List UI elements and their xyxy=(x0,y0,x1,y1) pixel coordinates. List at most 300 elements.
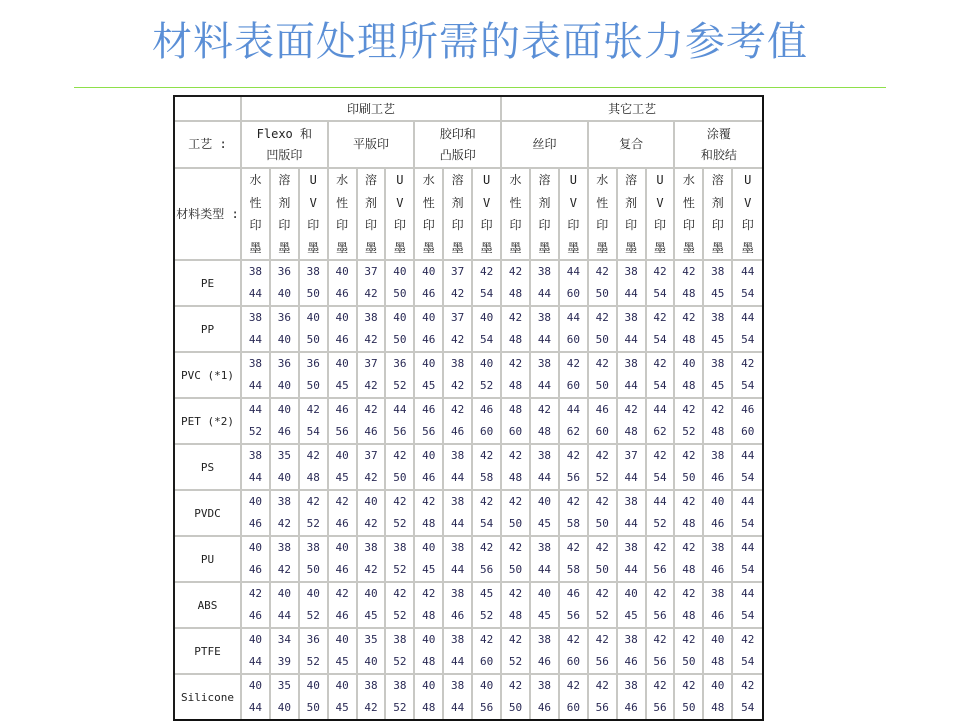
tension-max: 48 xyxy=(711,425,725,438)
ink-type-char: 墨 xyxy=(654,240,667,255)
tension-min: 42 xyxy=(682,403,696,416)
tension-min: 42 xyxy=(653,311,667,324)
table-row xyxy=(175,353,762,399)
group-header: 印刷工艺 xyxy=(242,97,502,122)
tension-max: 52 xyxy=(479,609,494,622)
ink-type-char: 水 xyxy=(249,173,262,187)
tension-max: 54 xyxy=(741,609,755,622)
tension-range-cell xyxy=(704,445,733,491)
tension-max: 48 xyxy=(422,517,436,530)
tension-max: 50 xyxy=(393,287,407,300)
tension-range-cell xyxy=(589,675,618,719)
tension-max: 45 xyxy=(711,333,725,346)
tension-min: 42 xyxy=(595,449,609,462)
tension-range-cell xyxy=(329,353,358,399)
tension-min: 42 xyxy=(306,495,320,508)
tension-min: 38 xyxy=(306,541,320,554)
tension-min: 38 xyxy=(711,357,725,370)
tension-min: 40 xyxy=(248,679,263,692)
tension-range-cell xyxy=(444,445,473,491)
tension-max: 50 xyxy=(508,701,523,714)
tension-max: 48 xyxy=(624,425,638,438)
tension-range-cell xyxy=(531,445,560,491)
tension-range-cell xyxy=(502,629,531,675)
tension-max: 45 xyxy=(711,287,725,300)
tension-range-cell xyxy=(733,445,762,491)
tension-max: 40 xyxy=(277,333,291,346)
tension-max: 42 xyxy=(451,287,465,300)
tension-range-cell xyxy=(444,353,473,399)
tension-max: 56 xyxy=(479,563,494,576)
tension-max: 52 xyxy=(248,425,263,438)
tension-range-cell xyxy=(733,675,762,719)
tension-range-cell xyxy=(242,675,271,719)
tension-min: 38 xyxy=(624,311,638,324)
tension-min: 40 xyxy=(364,495,378,508)
tension-range-cell xyxy=(358,261,387,307)
tension-max: 48 xyxy=(682,379,696,392)
ink-type-header xyxy=(415,169,444,261)
tension-max: 48 xyxy=(711,655,725,668)
tension-min: 38 xyxy=(364,679,378,692)
tension-range-cell xyxy=(531,537,560,583)
tension-range-cell xyxy=(589,583,618,629)
tension-range-cell xyxy=(647,491,676,537)
tension-max: 50 xyxy=(508,517,523,530)
table-row xyxy=(175,629,762,675)
tension-min: 42 xyxy=(335,587,349,600)
ink-type-header xyxy=(502,169,531,261)
tension-range-cell xyxy=(386,537,415,583)
tension-range-cell xyxy=(618,491,647,537)
ink-type-char: 剂 xyxy=(625,195,638,210)
tension-min: 38 xyxy=(248,449,263,462)
tension-min: 40 xyxy=(422,265,436,278)
tension-min: 37 xyxy=(364,265,378,278)
table-row xyxy=(175,675,762,719)
tension-range-cell xyxy=(473,261,502,307)
ink-type-char: 水 xyxy=(509,173,522,187)
tension-min: 42 xyxy=(306,403,320,416)
ink-type-char: U xyxy=(569,173,577,187)
tension-max: 46 xyxy=(711,471,725,484)
ink-type-char: U xyxy=(396,173,404,187)
tension-min: 42 xyxy=(711,403,725,416)
tension-range-cell xyxy=(386,629,415,675)
tension-min: 40 xyxy=(277,587,291,600)
tension-max: 48 xyxy=(682,333,696,346)
tension-range-cell xyxy=(386,491,415,537)
tension-min: 38 xyxy=(248,357,263,370)
tension-min: 46 xyxy=(422,403,436,416)
tension-max: 42 xyxy=(451,333,465,346)
tension-min: 38 xyxy=(364,311,378,324)
tension-min: 40 xyxy=(335,357,349,370)
tension-min: 38 xyxy=(451,587,465,600)
tension-max: 46 xyxy=(624,701,638,714)
tension-min: 42 xyxy=(508,541,523,554)
tension-min: 42 xyxy=(595,679,609,692)
tension-max: 50 xyxy=(306,287,320,300)
tension-max: 50 xyxy=(508,563,523,576)
tension-max: 44 xyxy=(624,379,638,392)
tension-range-cell xyxy=(271,353,300,399)
tension-range-cell xyxy=(473,537,502,583)
tension-max: 42 xyxy=(364,701,378,714)
tension-min: 37 xyxy=(364,449,378,462)
tension-range-cell xyxy=(358,353,387,399)
tension-min: 40 xyxy=(335,541,349,554)
ink-type-char: 墨 xyxy=(249,240,262,255)
table-row xyxy=(175,399,762,445)
tension-min: 42 xyxy=(595,357,609,370)
tension-min: 40 xyxy=(364,587,378,600)
ink-type-char: 印 xyxy=(682,218,695,232)
tension-max: 50 xyxy=(595,333,609,346)
tension-max: 42 xyxy=(364,287,378,300)
tension-min: 42 xyxy=(479,541,494,554)
tension-range-cell xyxy=(618,629,647,675)
tension-range-cell xyxy=(300,491,329,537)
tension-min: 40 xyxy=(537,587,552,600)
tension-range-cell xyxy=(675,307,704,353)
tension-max: 52 xyxy=(306,655,320,668)
tension-max: 56 xyxy=(653,563,667,576)
process-header xyxy=(415,122,502,169)
tension-min: 40 xyxy=(422,633,436,646)
tension-range-cell xyxy=(358,629,387,675)
process-header-row xyxy=(175,122,762,169)
tension-min: 44 xyxy=(566,265,580,278)
tension-min: 42 xyxy=(537,403,552,416)
tension-range-cell xyxy=(329,629,358,675)
tension-max: 40 xyxy=(364,655,378,668)
tension-min: 42 xyxy=(595,311,609,324)
tension-min: 37 xyxy=(451,265,465,278)
tension-min: 42 xyxy=(653,587,667,600)
tension-range-cell xyxy=(560,629,589,675)
tension-range-cell xyxy=(531,399,560,445)
tension-min: 35 xyxy=(277,679,291,692)
tension-range-cell xyxy=(675,353,704,399)
tension-min: 42 xyxy=(422,495,436,508)
tension-range-cell xyxy=(560,537,589,583)
tension-max: 45 xyxy=(422,379,436,392)
tension-min: 38 xyxy=(624,357,638,370)
tension-max: 54 xyxy=(741,287,755,300)
tension-range-cell xyxy=(675,261,704,307)
tension-range-cell xyxy=(329,399,358,445)
tension-max: 52 xyxy=(393,609,407,622)
tension-range-cell xyxy=(675,399,704,445)
tension-range-cell xyxy=(386,675,415,719)
tension-min: 42 xyxy=(306,449,320,462)
process-header xyxy=(329,122,416,169)
tension-range-cell xyxy=(560,307,589,353)
tension-range-cell xyxy=(415,537,444,583)
tension-max: 45 xyxy=(711,379,725,392)
tension-max: 54 xyxy=(741,333,755,346)
tension-range-cell xyxy=(704,399,733,445)
tension-max: 44 xyxy=(537,379,552,392)
tension-max: 54 xyxy=(479,517,494,530)
material-name: PVDC xyxy=(175,491,242,537)
ink-type-char: 性 xyxy=(336,195,349,210)
ink-type-header xyxy=(531,169,560,261)
tension-max: 42 xyxy=(277,517,291,530)
process-header xyxy=(502,122,589,169)
tension-range-cell xyxy=(271,675,300,719)
tension-range-cell xyxy=(647,399,676,445)
ink-type-char: 印 xyxy=(625,218,638,232)
tension-range-cell xyxy=(531,675,560,719)
tension-max: 42 xyxy=(364,517,378,530)
tension-range-cell xyxy=(733,537,762,583)
tension-range-cell xyxy=(242,537,271,583)
tension-max: 46 xyxy=(335,333,349,346)
tension-range-cell xyxy=(733,491,762,537)
tension-min: 38 xyxy=(451,495,465,508)
process-label-line1: 丝印 xyxy=(532,137,557,151)
tension-max: 60 xyxy=(595,425,609,438)
tension-max: 46 xyxy=(277,425,291,438)
ink-type-char: 墨 xyxy=(509,240,522,255)
ink-type-char: 墨 xyxy=(278,240,291,255)
ink-type-char: U xyxy=(483,173,491,187)
tension-range-cell xyxy=(502,353,531,399)
ink-type-char: 墨 xyxy=(451,240,464,255)
tension-max: 45 xyxy=(335,655,349,668)
tension-range-cell xyxy=(444,261,473,307)
tension-range-cell xyxy=(358,537,387,583)
process-header xyxy=(675,122,762,169)
ink-type-char: V xyxy=(656,195,664,210)
tension-min: 42 xyxy=(479,265,494,278)
tension-max: 52 xyxy=(393,517,407,530)
tension-min: 42 xyxy=(682,541,696,554)
tension-min: 42 xyxy=(595,265,609,278)
tension-min: 42 xyxy=(595,495,609,508)
tension-range-cell xyxy=(502,307,531,353)
tension-max: 50 xyxy=(306,563,320,576)
tension-max: 46 xyxy=(335,609,349,622)
tension-max: 42 xyxy=(364,379,378,392)
tension-range-cell xyxy=(415,675,444,719)
tension-min: 36 xyxy=(277,265,291,278)
tension-max: 54 xyxy=(306,425,320,438)
tension-min: 48 xyxy=(508,403,523,416)
tension-range-cell xyxy=(329,583,358,629)
tension-min: 44 xyxy=(741,449,755,462)
tension-range-cell xyxy=(618,353,647,399)
tension-min: 42 xyxy=(741,679,755,692)
tension-range-cell xyxy=(704,491,733,537)
tension-range-cell xyxy=(300,307,329,353)
tension-min: 40 xyxy=(422,357,436,370)
tension-min: 44 xyxy=(741,265,755,278)
tension-range-cell xyxy=(329,445,358,491)
tension-max: 39 xyxy=(277,655,291,668)
tension-range-cell xyxy=(473,399,502,445)
tension-range-cell xyxy=(502,675,531,719)
tension-max: 52 xyxy=(306,609,320,622)
tension-max: 46 xyxy=(248,563,263,576)
tension-min: 42 xyxy=(566,541,580,554)
ink-type-header xyxy=(300,169,329,261)
tension-min: 42 xyxy=(653,357,667,370)
tension-max: 44 xyxy=(624,333,638,346)
tension-min: 38 xyxy=(451,541,465,554)
tension-range-cell xyxy=(733,399,762,445)
tension-min: 42 xyxy=(682,495,696,508)
tension-max: 50 xyxy=(682,701,696,714)
ink-type-char: V xyxy=(744,195,752,210)
tension-max: 54 xyxy=(479,333,494,346)
ink-type-char: 印 xyxy=(596,218,609,232)
ink-type-char: 墨 xyxy=(596,240,609,255)
tension-max: 52 xyxy=(306,517,320,530)
tension-range-cell xyxy=(704,583,733,629)
tension-range-cell xyxy=(733,261,762,307)
ink-type-char: 墨 xyxy=(538,240,551,255)
process-row-label: 工艺 : xyxy=(175,122,242,169)
tension-min: 40 xyxy=(711,679,725,692)
tension-max: 44 xyxy=(624,517,638,530)
tension-min: 42 xyxy=(508,587,523,600)
ink-type-char: 溶 xyxy=(711,173,724,187)
tension-min: 40 xyxy=(393,311,407,324)
tension-min: 37 xyxy=(364,357,378,370)
tension-max: 48 xyxy=(422,655,436,668)
tension-range-cell xyxy=(358,583,387,629)
tension-range-cell xyxy=(444,537,473,583)
ink-type-header xyxy=(589,169,618,261)
tension-min: 40 xyxy=(422,679,436,692)
ink-type-char: 溶 xyxy=(278,173,291,187)
tension-max: 42 xyxy=(451,379,465,392)
ink-type-header xyxy=(560,169,589,261)
table-row xyxy=(175,307,762,353)
tension-max: 45 xyxy=(624,609,638,622)
tension-min: 42 xyxy=(508,449,523,462)
ink-type-char: 墨 xyxy=(480,240,493,255)
tension-min: 44 xyxy=(566,311,580,324)
tension-range-cell xyxy=(531,583,560,629)
tension-min: 44 xyxy=(741,587,755,600)
tension-min: 38 xyxy=(537,357,552,370)
tension-min: 38 xyxy=(451,633,465,646)
tension-range-cell xyxy=(589,491,618,537)
tension-max: 46 xyxy=(711,563,725,576)
ink-type-char: 性 xyxy=(596,195,609,210)
tension-max: 60 xyxy=(566,655,580,668)
tension-min: 44 xyxy=(653,403,667,416)
tension-min: 42 xyxy=(566,495,580,508)
tension-max: 46 xyxy=(451,425,465,438)
tension-range-cell xyxy=(473,675,502,719)
tension-min: 40 xyxy=(624,587,638,600)
tension-min: 42 xyxy=(393,495,407,508)
ink-type-char: 剂 xyxy=(278,195,291,210)
tension-min: 38 xyxy=(248,265,263,278)
tension-range-cell xyxy=(271,537,300,583)
tension-min: 44 xyxy=(741,541,755,554)
tension-max: 44 xyxy=(451,471,465,484)
process-label-line1: Flexo 和 xyxy=(256,126,313,141)
tension-range-cell xyxy=(300,261,329,307)
ink-type-header xyxy=(242,169,271,261)
tension-max: 50 xyxy=(595,287,609,300)
tension-range-cell xyxy=(386,307,415,353)
tension-min: 42 xyxy=(741,633,755,646)
material-name: PP xyxy=(175,307,242,353)
tension-max: 44 xyxy=(451,655,465,668)
tension-max: 48 xyxy=(508,287,523,300)
ink-type-char: 墨 xyxy=(625,240,638,255)
tension-range-cell xyxy=(444,399,473,445)
material-name: PVC (*1) xyxy=(175,353,242,399)
tension-min: 38 xyxy=(537,449,552,462)
tension-min: 38 xyxy=(248,311,263,324)
tension-min: 40 xyxy=(248,541,263,554)
ink-type-char: 剂 xyxy=(711,195,724,210)
tension-max: 50 xyxy=(393,333,407,346)
tension-min: 42 xyxy=(508,311,523,324)
material-name: PS xyxy=(175,445,242,491)
tension-range-cell xyxy=(300,445,329,491)
tension-min: 36 xyxy=(306,357,320,370)
table-row xyxy=(175,261,762,307)
tension-max: 62 xyxy=(566,425,580,438)
tension-min: 42 xyxy=(566,449,580,462)
tension-range-cell xyxy=(502,491,531,537)
tension-range-cell xyxy=(415,491,444,537)
tension-min: 40 xyxy=(306,679,320,692)
tension-min: 42 xyxy=(479,633,494,646)
tension-range-cell xyxy=(560,445,589,491)
tension-min: 44 xyxy=(393,403,407,416)
tension-range-cell xyxy=(358,491,387,537)
tension-min: 44 xyxy=(741,495,755,508)
ink-type-char: 墨 xyxy=(682,240,695,255)
ink-type-char: 印 xyxy=(422,218,435,232)
tension-max: 54 xyxy=(741,701,755,714)
tension-max: 58 xyxy=(566,563,580,576)
ink-type-char: 墨 xyxy=(336,240,349,255)
tension-min: 44 xyxy=(248,403,263,416)
surface-tension-table xyxy=(173,95,764,721)
tension-max: 44 xyxy=(624,563,638,576)
tension-max: 56 xyxy=(653,701,667,714)
ink-type-char: 性 xyxy=(249,195,262,210)
tension-min: 38 xyxy=(393,633,407,646)
tension-range-cell xyxy=(415,629,444,675)
ink-type-char: 印 xyxy=(654,218,667,232)
tension-min: 42 xyxy=(741,357,755,370)
tension-min: 38 xyxy=(537,633,552,646)
tension-max: 48 xyxy=(537,425,552,438)
tension-min: 38 xyxy=(624,633,638,646)
tension-min: 34 xyxy=(277,633,291,646)
ink-type-header xyxy=(358,169,387,261)
tension-max: 52 xyxy=(595,471,609,484)
tension-range-cell xyxy=(242,353,271,399)
ink-type-char: 印 xyxy=(307,218,320,232)
tension-range-cell xyxy=(271,399,300,445)
tension-max: 56 xyxy=(422,425,436,438)
tension-range-cell xyxy=(502,445,531,491)
tension-range-cell xyxy=(531,261,560,307)
